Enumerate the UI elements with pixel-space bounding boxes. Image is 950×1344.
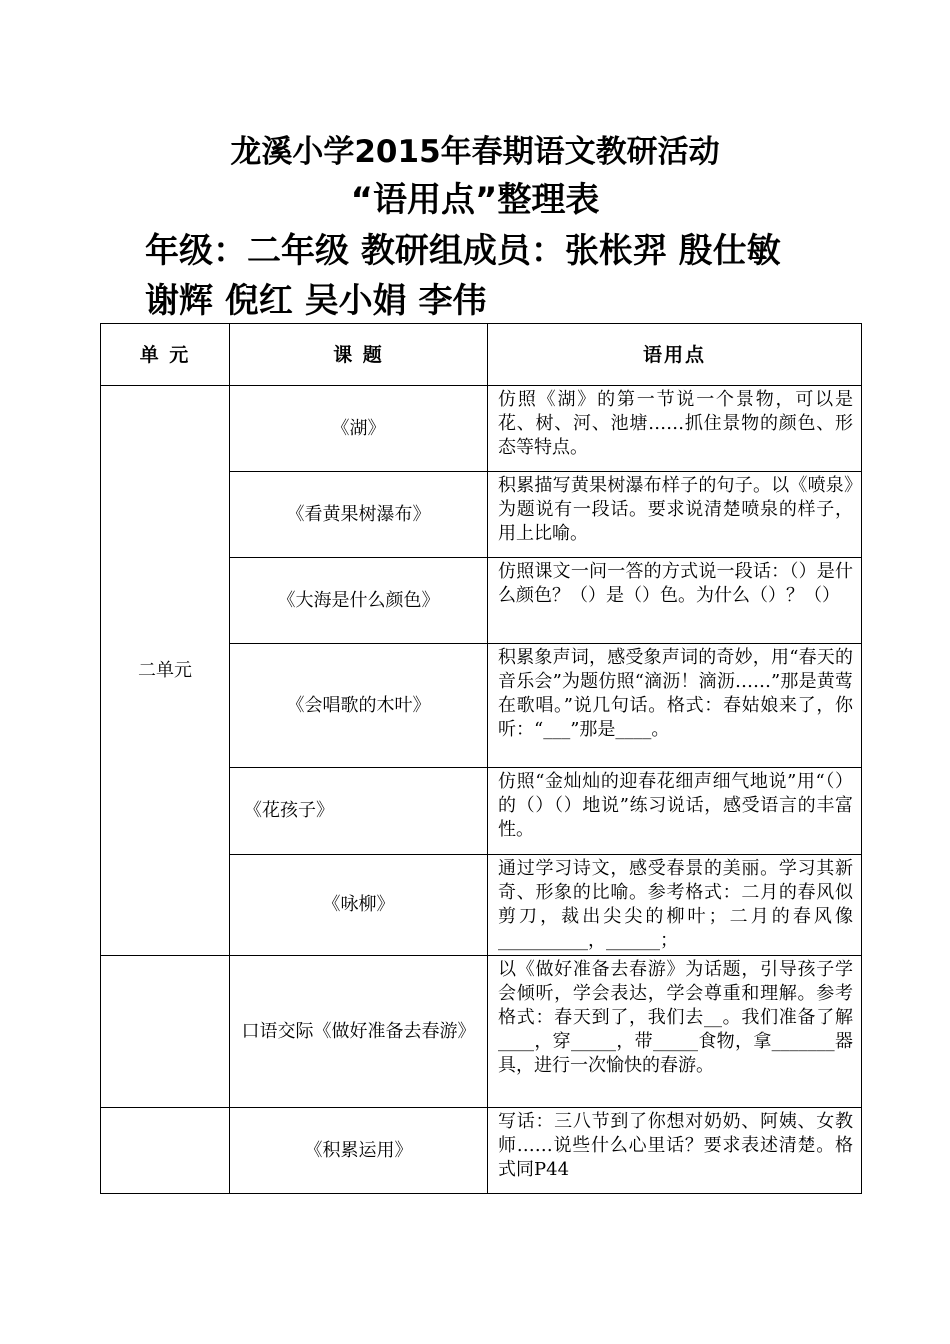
point-cell: 以《做好准备去春游》为话题，引导孩子学会倾听，学会表达，学会尊重和理解。参考格式：春天到了，我们去__。我们准备了解____，穿_____，带_____食物，拿_______器具，进行一次愉快的春游。 bbox=[488, 956, 862, 1108]
table-row bbox=[101, 1108, 862, 1194]
topic-cell: 《咏柳》 bbox=[230, 855, 488, 956]
point-cell: 仿照《湖》的第一节说一个景物，可以是花、树、河、池塘……抓住景物的颜色、形态等特点。 bbox=[488, 386, 862, 472]
table-row bbox=[101, 956, 862, 1108]
point-cell: 通过学习诗文，感受春景的美丽。学习其新奇、形象的比喻。参考格式：二月的春风似剪刀，裁出尖尖的柳叶；二月的春风像__________，______； bbox=[488, 855, 862, 956]
grade-and-members: 年级：二年级 教研组成员：张枨羿 殷仕敏 谢辉 倪红 吴小娟 李伟 bbox=[145, 231, 781, 321]
topic-cell: 《大海是什么颜色》 bbox=[230, 558, 488, 644]
header-topic: 课 题 bbox=[230, 324, 488, 386]
document-subtitle: “语用点”整理表 bbox=[350, 180, 600, 220]
table-row bbox=[101, 386, 862, 472]
topic-cell: 《会唱歌的木叶》 bbox=[230, 644, 488, 768]
language-points-table bbox=[100, 323, 862, 1194]
unit-cell-empty bbox=[101, 956, 230, 1108]
table-header-row bbox=[101, 324, 862, 386]
unit-cell-empty bbox=[101, 1108, 230, 1194]
topic-cell: 《看黄果树瀑布》 bbox=[230, 472, 488, 558]
point-cell: 积累描写黄果树瀑布样子的句子。以《喷泉》为题说有一段话。要求说清楚喷泉的样子，用上比喻。 bbox=[488, 472, 862, 558]
point-cell: 仿照“金灿灿的迎春花细声细气地说”用“（）的（）（）地说”练习说话，感受语言的丰富性。 bbox=[488, 768, 862, 855]
topic-cell: 口语交际《做好准备去春游》 bbox=[230, 956, 488, 1108]
unit-cell: 二单元 bbox=[101, 386, 230, 956]
point-cell: 写话：三八节到了你想对奶奶、阿姨、女教师……说些什么心里话？要求表述清楚。格式同P44 bbox=[488, 1108, 862, 1194]
point-cell: 仿照课文一问一答的方式说一段话：（）是什么颜色？（）是（）色。为什么（）？（） bbox=[488, 558, 862, 644]
header-unit: 单 元 bbox=[101, 324, 230, 386]
topic-cell: 《积累运用》 bbox=[230, 1108, 488, 1194]
topic-cell: 《花孩子》 bbox=[230, 768, 488, 855]
document-title: 龙溪小学2015年春期语文教研活动 bbox=[230, 134, 720, 170]
topic-cell: 《湖》 bbox=[230, 386, 488, 472]
point-cell: 积累象声词，感受象声词的奇妙，用“春天的音乐会”为题仿照“滴沥！滴沥……”那是黄莺在歌唱。”说几句话。格式：春姑娘来了，你听：“___”那是____。 bbox=[488, 644, 862, 768]
header-language-point: 语用点 bbox=[488, 324, 862, 386]
